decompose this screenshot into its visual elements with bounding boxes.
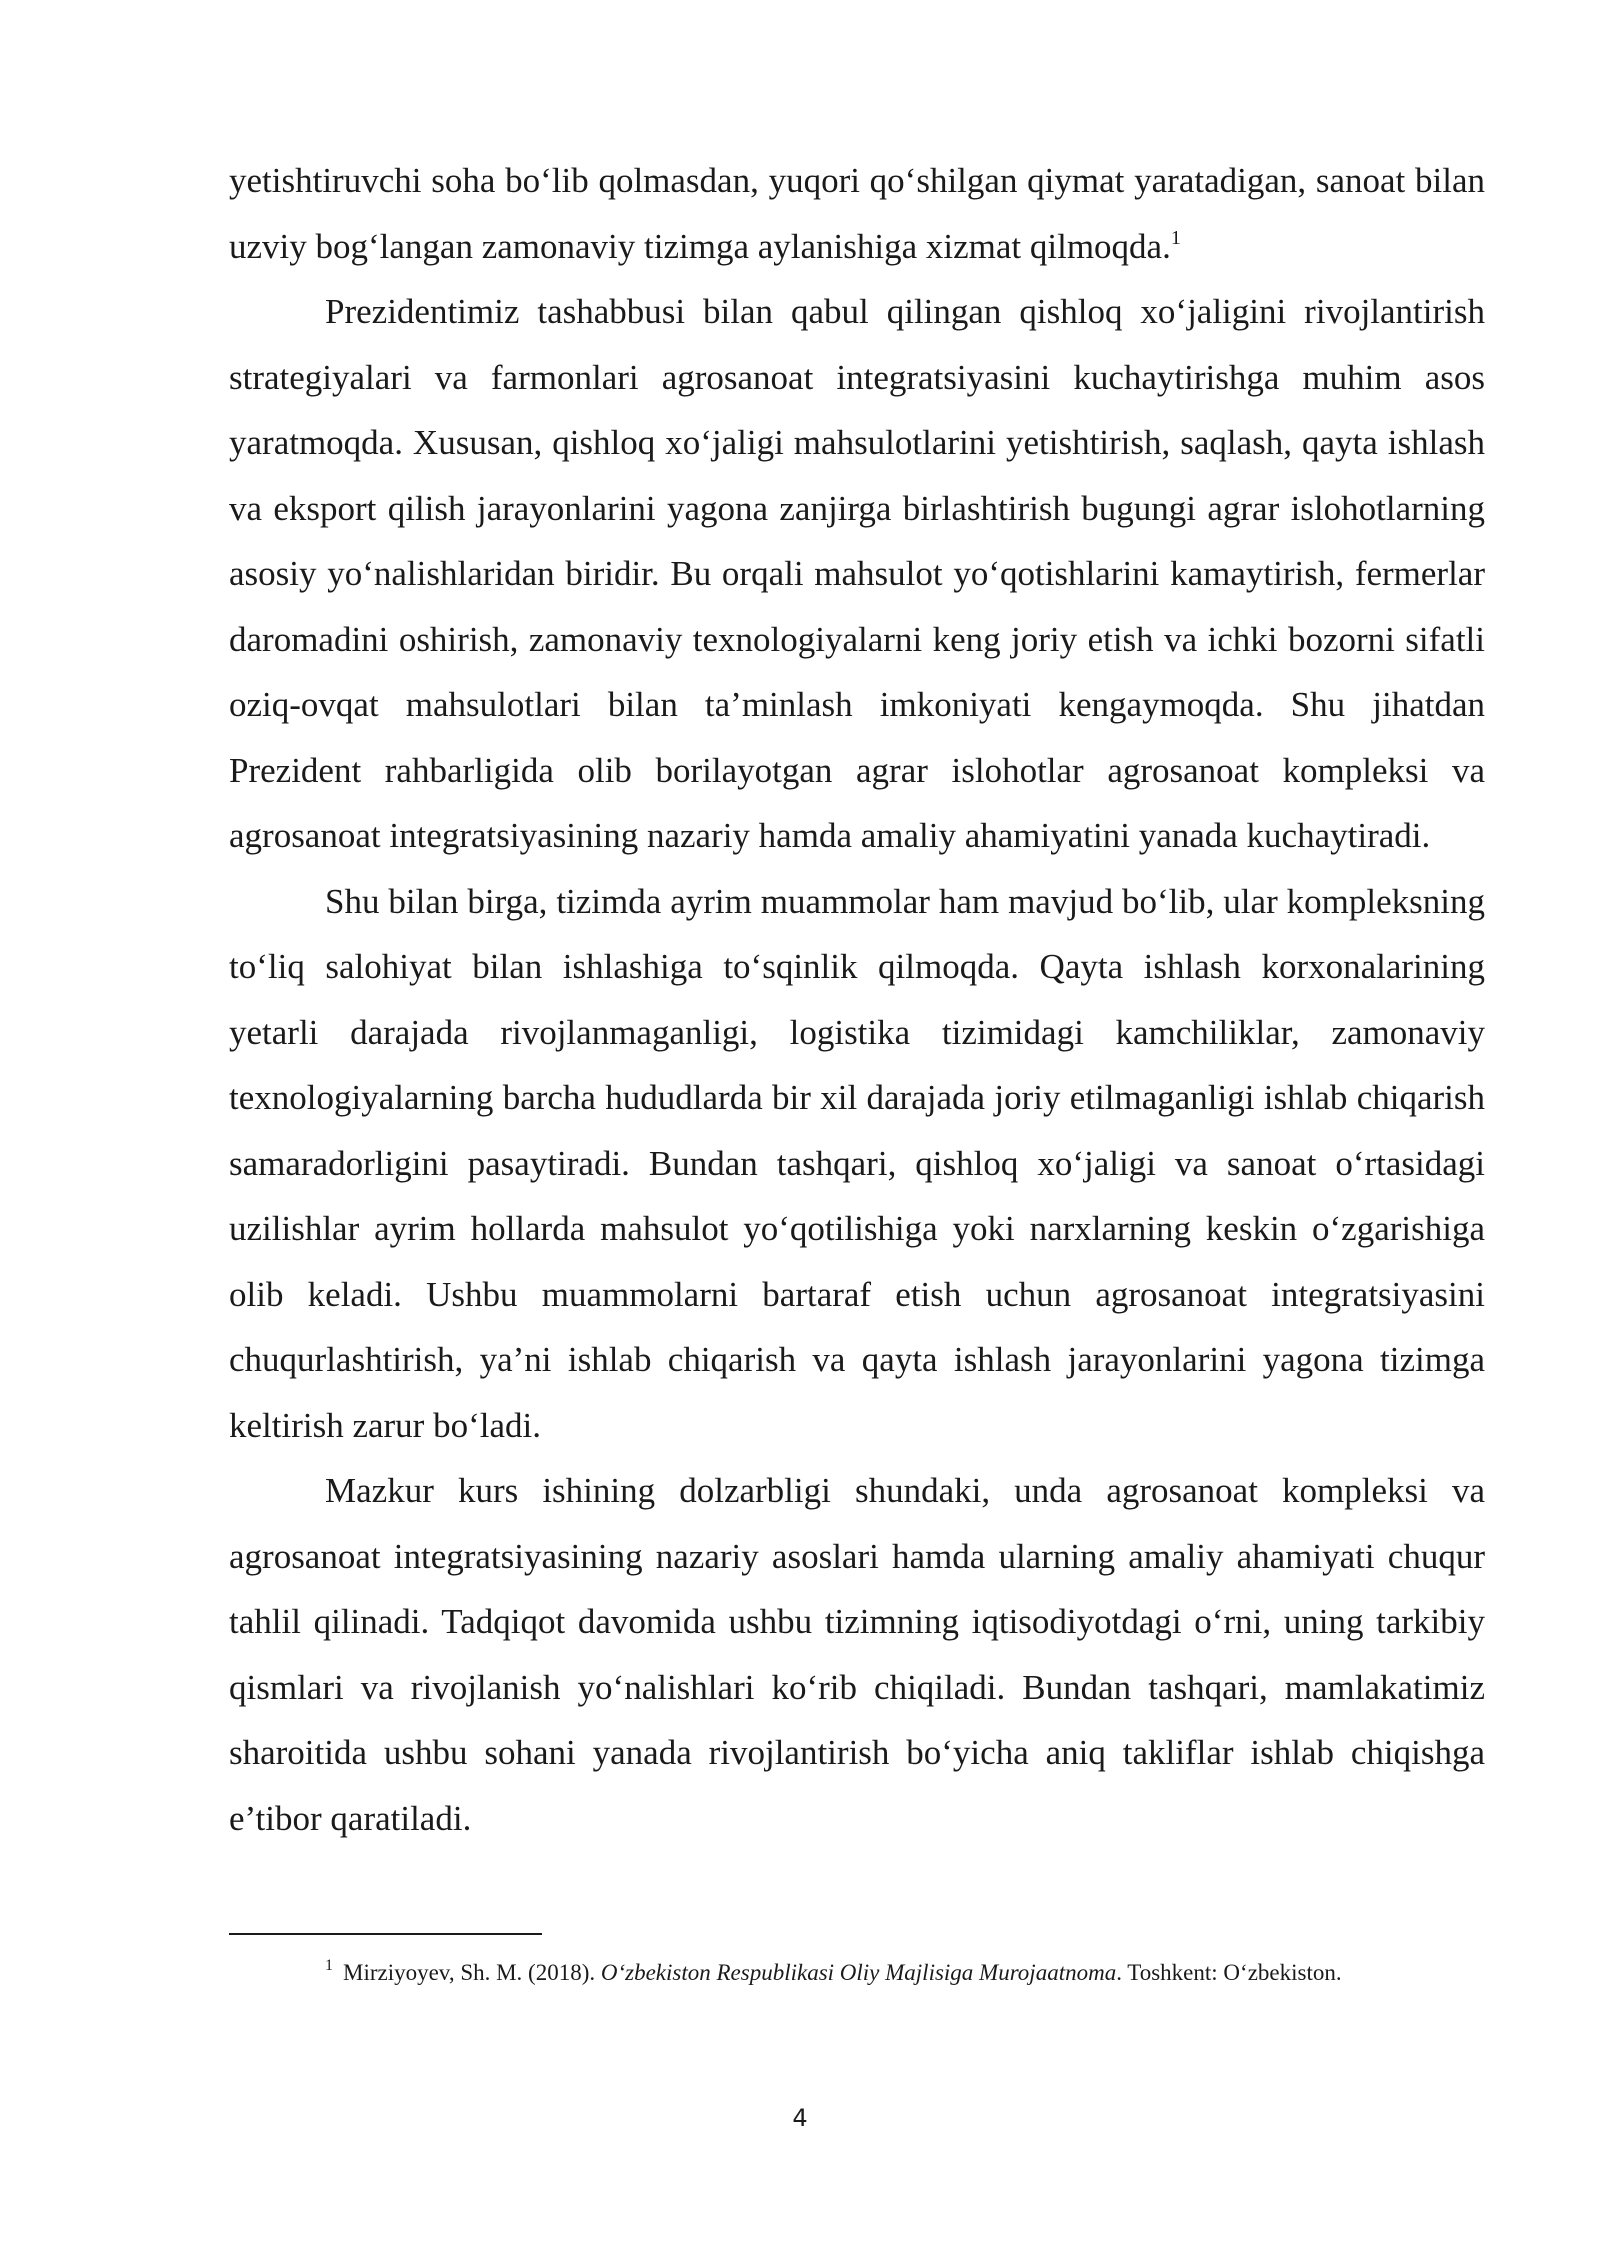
paragraph-3: Shu bilan birga, tizimda ayrim muammolar ham mavjud bo‘lib, ular kompleksning to‘liq salohiyat bilan ishlashiga to‘sqinlik qilmoqda. Qayta ishlash korxonalarining yetarli darajada rivojlanmaganligi, logistika tizimidagi kamchiliklar, zamonaviy texnologiyalarning barcha hududlarda bir xil darajada joriy etilmaganligi ishlab chiqarish samaradorligini pasaytiradi. Bundan tashqari, qishloq xo‘jaligi va sanoat o‘rtasidagi uzilishlar ayrim hollarda mahsulot yo‘qotilishiga yoki narxlarning keskin o‘zgarishiga olib keladi. Ushbu muammolarni bartaraf etish uchun agrosanoat integratsiyasini chuqurlashtirish, ya’ni ishlab chiqarish va qayta ishlash jarayonlarini yagona tizimga keltirish zarur bo‘ladi. [229,881,1485,1445]
footnote-mark: 1 [325,1957,333,1974]
paragraph-1-text: yetishtiruvchi soha bo‘lib qolmasdan, yuqori qo‘shilgan qiymat yaratadigan, sanoat bilan uzviy bog‘langan zamonaviy tizimga aylanishiga xizmat qilmoqda. [229,161,1485,266]
footnote-publisher: . Toshkent: O‘zbekiston. [1116,1960,1342,1985]
footnote [229,1941,1485,2005]
page-body [229,148,1485,1851]
footnote-separator [229,1933,542,1935]
footnote-title: O‘zbekiston Respublikasi Oliy Majlisiga Murojaatnoma [600,1960,1117,1985]
paragraph-1 [229,148,1485,279]
footnote-reference[interactable]: 1 [1170,226,1181,249]
paragraph-4: Mazkur kurs ishining dolzarbligi shundaki, unda agrosanoat kompleksi va agrosanoat integratsiyasining nazariy asoslari hamda ularning amaliy ahamiyati chuqur tahlil qilinadi. Tadqiqot davomida ushbu tizimning iqtisodiyotdagi o‘rni, uning tarkibiy qismlari va rivojlanish yo‘nalishlari ko‘rib chiqiladi. Bundan tashqari, mamlakatimiz sharoitida ushbu sohani yanada rivojlantirish bo‘yicha aniq takliflar ishlab chiqishga e’tibor qaratiladi. [229,1471,1485,1838]
footnote-author: Mirziyoyev, Sh. M. (2018). [343,1960,601,1985]
page-number: 4 [792,2104,808,2132]
paragraph-2: Prezidentimiz tashabbusi bilan qabul qilingan qishloq xo‘jaligini rivojlantirish strategiyalari va farmonlari agrosanoat integratsiyasini kuchaytirishga muhim asos yaratmoqda. Xususan, qishloq xo‘jaligi mahsulotlarini yetishtirish, saqlash, qayta ishlash va eksport qilish jarayonlarini yagona zanjirga birlashtirish bugungi agrar islohotlarning asosiy yo‘nalishlaridan biridir. Bu orqali mahsulot yo‘qotishlarini kamaytirish, fermerlar daromadini oshirish, zamonaviy texnologiyalarni keng joriy etish va ichki bozorni sifatli oziq-ovqat mahsulotlari bilan ta’minlash imkoniyati kengaymoqda. Shu jihatdan Prezident rahbarligida olib borilayotgan agrar islohotlar agrosanoat kompleksi va agrosanoat integratsiyasining nazariy hamda amaliy ahamiyatini yanada kuchaytiradi. [229,292,1485,855]
